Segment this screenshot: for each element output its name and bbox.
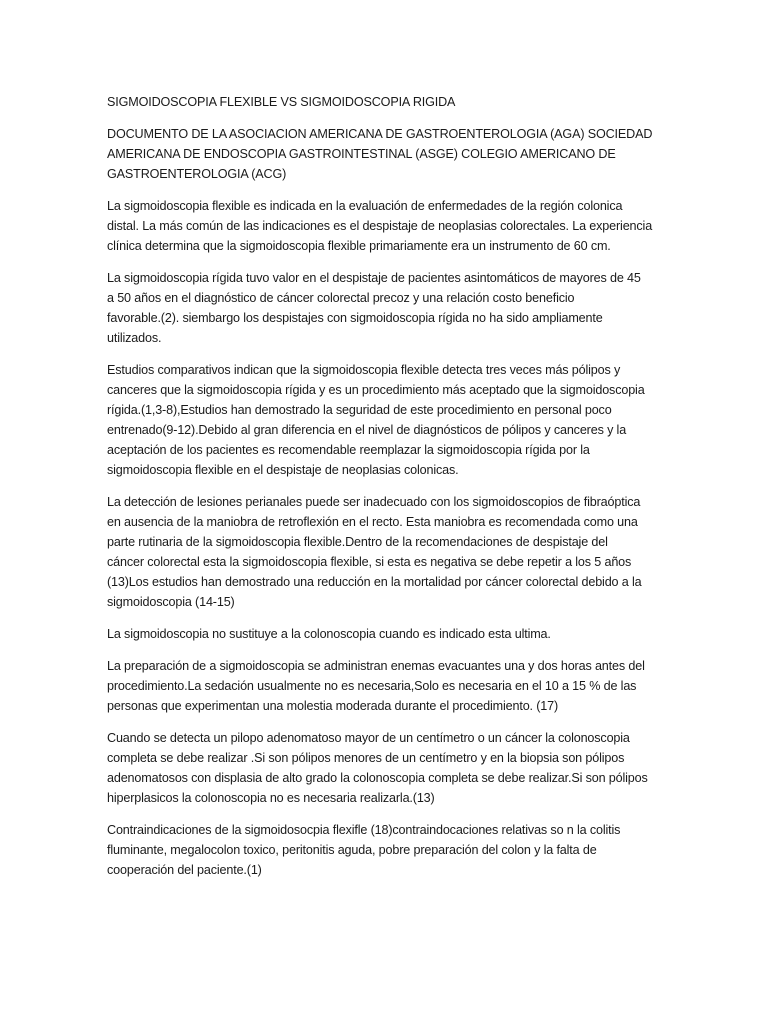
paragraph-2: La sigmoidoscopia rígida tuvo valor en el despistaje de pacientes asintomáticos de mayores de 45 a 50 años en el diagnóstico de cáncer colorectal precoz y una relación costo beneficio favorable.(2). siembargo los despistajes con sigmoidoscopia rígida no ha sido ampliamente utilizados. <box>107 271 641 345</box>
paragraph-4: La detección de lesiones perianales puede ser inadecuado con los sigmoidoscopios de fibraóptica en ausencia de la maniobra de retroflexión en el recto. Esta maniobra es recomendada como una parte rutinaria de la sigmoidoscopia flexible.Dentro de la recomendaciones de despistaje del cáncer colorectal esta la sigmoidoscopia flexible, si esta es negativa se debe repetir a los 5 años (13)Los estudios han demostrado una reducción en la mortalidad por cáncer colorectal debido a la sigmoidoscopia (14-15) <box>107 495 642 609</box>
document-title: SIGMOIDOSCOPIA FLEXIBLE VS SIGMOIDOSCOPIA RIGIDA <box>107 95 456 109</box>
document-subtitle: DOCUMENTO DE LA ASOCIACION AMERICANA DE GASTROENTEROLOGIA (AGA) SOCIEDAD AMERICANA DE ENDOSCOPIA GASTROINTESTINAL (ASGE) COLEGIO AMERICANO DE GASTROENTEROLOGIA (ACG) <box>107 127 653 181</box>
paragraph-8: Contraindicaciones de la sigmoidosocpia flexifle (18)contraindocaciones relativas so n la colitis fluminante, megalocolon toxico, peritonitis aguda, pobre preparación del colon y la falta de cooperación del paciente.(1) <box>107 823 621 877</box>
paragraph-3: Estudios comparativos indican que la sigmoidoscopia flexible detecta tres veces más pólipos y canceres que la sigmoidoscopia rígida y es un procedimiento más aceptado que la sigmoidoscopia rígida.(1,3-8),Estudios han demostrado la seguridad de este procedimiento en personal poco entrenado(9-12).Debido al gran diferencia en el nivel de diagnósticos de pólipos y canceres y la aceptación de los pacientes es recomendable reemplazar la sigmoidoscopia rígida por la sigmoidoscopia flexible en el despistaje de neoplasias colonicas. <box>107 363 645 477</box>
paragraph-6: La preparación de a sigmoidoscopia se administran enemas evacuantes una y dos horas antes del procedimiento.La sedación usualmente no es necesaria,Solo es necesaria en el 10 a 15 % de las personas que experimentan una molestia moderada durante el procedimiento. (17) <box>107 659 645 713</box>
paragraph-7: Cuando se detecta un pilopo adenomatoso mayor de un centímetro o un cáncer la colonoscopia completa se debe realizar .Si son pólipos menores de un centímetro y en la biopsia son pólipos adenomatosos con displasia de alto grado la colonoscopia completa se debe realizar.Si son pólipos hiperplasicos la colonoscopia no es necesaria realizarla.(13) <box>107 731 648 805</box>
document-body <box>107 92 667 892</box>
paragraph-1: La sigmoidoscopia flexible es indicada en la evaluación de enfermedades de la región colonica distal. La más común de las indicaciones es el despistaje de neoplasias colorectales. La experiencia clínica determina que la sigmoidoscopia flexible primariamente era un instrumento de 60 cm. <box>107 199 653 253</box>
paragraph-5: La sigmoidoscopia no sustituye a la colonoscopia cuando es indicado esta ultima. <box>107 627 551 641</box>
